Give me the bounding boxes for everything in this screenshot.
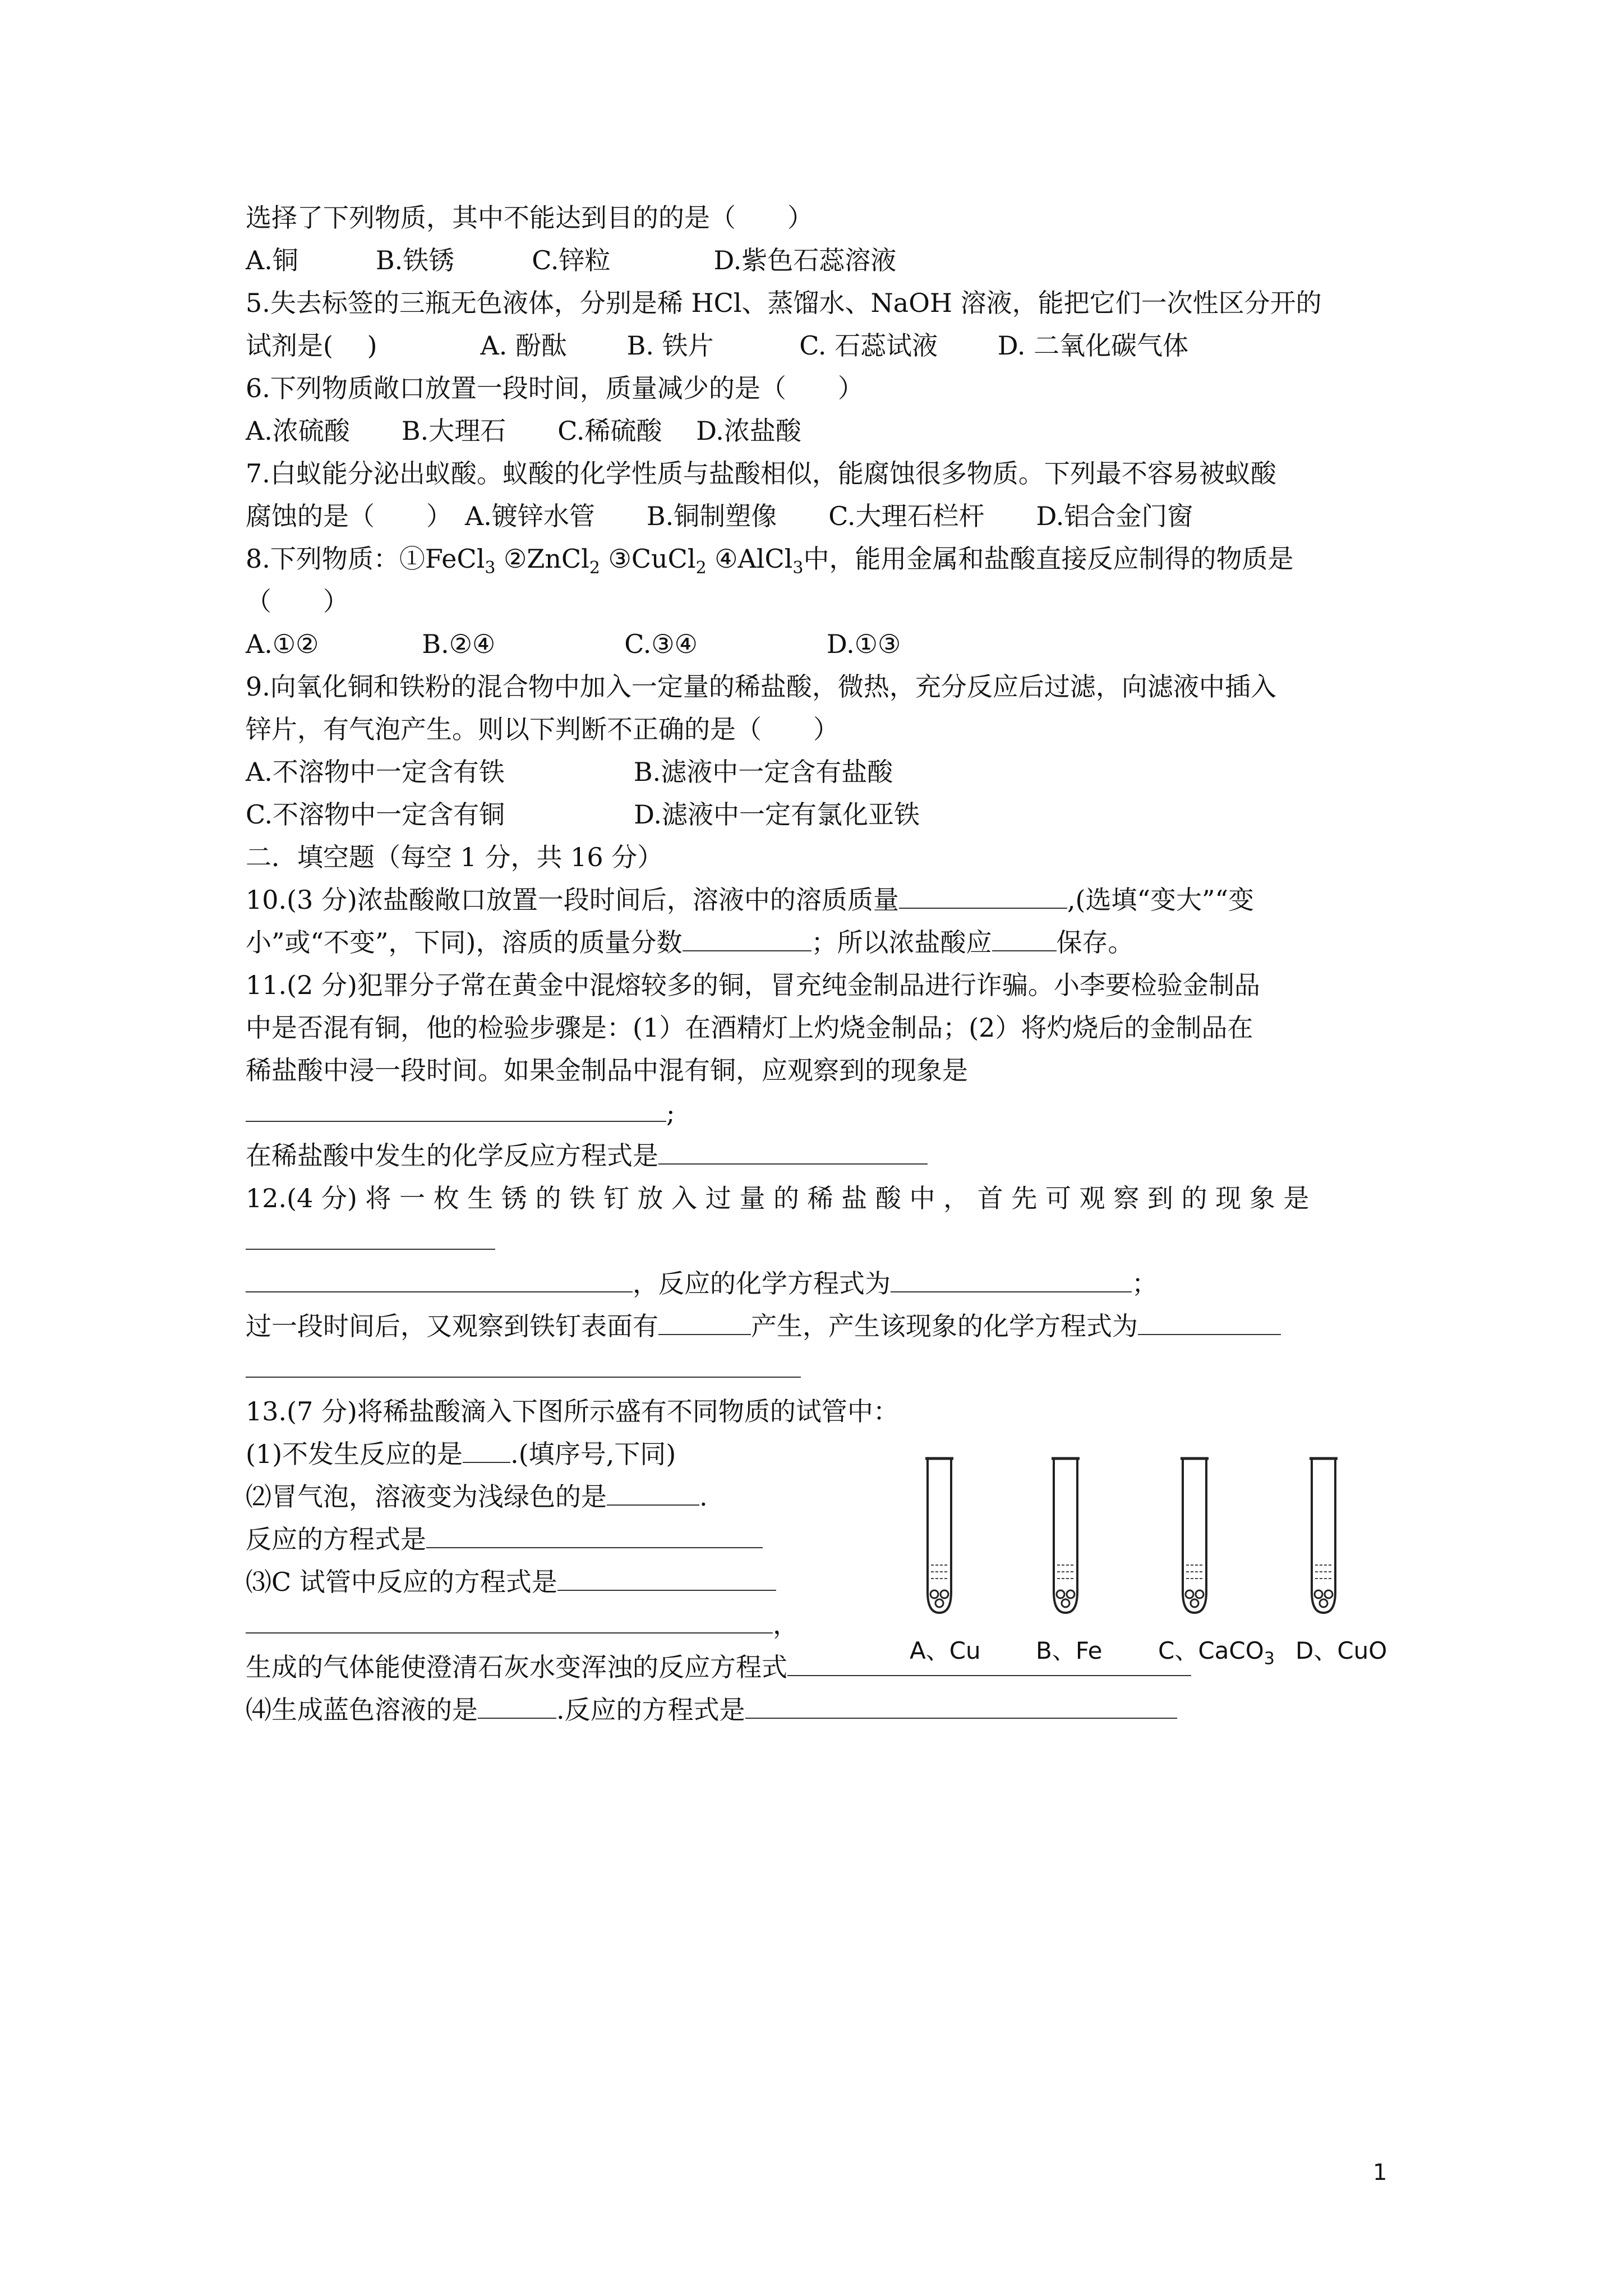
text-line: 9.向氧化铜和铁粉的混合物中加入一定量的稀盐酸，微热，充分反应后过滤，向滤液中插入 — [246, 671, 1276, 702]
question-11-answer: ; — [246, 1092, 1395, 1134]
question-12-blank-line — [246, 1220, 1395, 1262]
text-line: A.铜 B.铁锈 C.锌粒 D.紫色石蕊溶液 — [246, 245, 897, 275]
question-13-line8: ⑷生成蓝色溶液的是 .反应的方程式是 — [246, 1688, 1395, 1731]
text-line: 5.失去标签的三瓶无色液体，分别是稀 HCl、蒸馏水、NaOH 溶液，能把它们一次性区分开的 — [246, 288, 1322, 318]
test-tube-icon — [1298, 1453, 1349, 1621]
answer-blank[interactable] — [658, 1312, 751, 1335]
text-line: （ ） — [246, 586, 349, 616]
text-line: 12.(4 分) 将 一 枚 生 锈 的 铁 钉 放 入 过 量 的 稀 盐 酸 中 ， 首 先 可 观 察 到 的 现 象 是 — [246, 1183, 1310, 1213]
section-heading: 二．填空题（每空 1 分，共 16 分） — [246, 842, 663, 872]
answer-blank[interactable] — [426, 1525, 763, 1548]
question-12-line3: ，反应的化学方程式为 ； — [246, 1262, 1395, 1305]
question-13-line7: 生成的气体能使澄清石灰水变浑浊的反应方程式 — [246, 1646, 1395, 1688]
answer-blank[interactable] — [246, 1269, 633, 1292]
question-8: 8.下列物质：①FeCl$_3$ ②ZnCl$_2$ ③CuCl$_2$ ④AlCl$_3$中，能用金属和盐酸直接反应制得的物质是 — [246, 544, 1294, 578]
answer-blank[interactable] — [246, 1354, 801, 1378]
text-line: 6.下列物质敞口放置一段时间，质量减少的是（ ） — [246, 373, 864, 403]
question-12-blank-line — [246, 1347, 1395, 1390]
answer-blank[interactable] — [658, 1141, 928, 1165]
text-line: 选择了下列物质，其中不能达到目的的是（ ） — [246, 203, 813, 233]
tube-label-b: B、Fe — [1036, 1637, 1103, 1664]
question-12-line4: 过一段时间后，又观察到铁钉表面有 产生，产生该现象的化学方程式为 — [246, 1305, 1395, 1347]
answer-blank[interactable] — [1138, 1312, 1281, 1335]
answer-blank[interactable] — [246, 1226, 495, 1250]
question-13-line6: ， — [246, 1603, 1395, 1646]
text-line: 中是否混有铜，他的检验步骤是：(1）在酒精灯上灼烧金制品；(2）将灼烧后的金制品在 — [246, 1013, 1253, 1043]
test-tubes-figure — [892, 1453, 1430, 1669]
test-tube-a — [910, 1453, 981, 1664]
question-10-line2: 小”或“不变”，下同)，溶质的质量分数 ；所以浓盐酸应 保存。 — [246, 927, 1134, 958]
question-13-line3: ⑵冒气泡，溶液变为浅绿色的是 . — [246, 1481, 708, 1512]
test-tube-icon — [1169, 1453, 1220, 1621]
answer-blank[interactable] — [557, 1567, 776, 1591]
answer-blank[interactable] — [992, 928, 1057, 951]
answer-blank[interactable] — [463, 1439, 510, 1463]
answer-blank[interactable] — [899, 885, 1067, 909]
text-line: C.不溶物中一定含有铜 D.滤液中一定有氯化亚铁 — [246, 799, 920, 830]
test-tube-icon — [914, 1453, 965, 1621]
text-line: 腐蚀的是（ ） A.镀锌水管 B.铜制塑像 C.大理石栏杆 D.铝合金门窗 — [246, 501, 1193, 531]
answer-blank[interactable] — [891, 1269, 1132, 1292]
text-line: 锌片，有气泡产生。则以下判断不正确的是（ ） — [246, 714, 839, 744]
text-line: 稀盐酸中浸一段时间。如果金制品中混有铜，应观察到的现象是 — [246, 1055, 968, 1085]
test-tube-d — [1295, 1453, 1387, 1664]
text-line: A.①② B.②④ C.③④ D.①③ — [246, 629, 901, 659]
answer-blank[interactable] — [745, 1695, 1177, 1719]
question-13-line5: ⑶C 试管中反应的方程式是 — [246, 1561, 1395, 1603]
tube-label-d: D、CuO — [1295, 1637, 1387, 1664]
text-line: 7.白蚁能分泌出蚁酸。蚁酸的化学性质与盐酸相似，能腐蚀很多物质。下列最不容易被蚁酸 — [246, 458, 1276, 489]
question-13-line2: (1)不发生反应的是 .(填序号,下同) — [246, 1439, 676, 1469]
test-tube-icon — [1040, 1453, 1091, 1621]
text-line: 11.(2 分)犯罪分子常在黄金中混熔较多的铜，冒充纯金制品进行诈骗。小李要检验金制品 — [246, 970, 1260, 1000]
text-line: A.不溶物中一定含有铁 B.滤液中一定含有盐酸 — [246, 757, 893, 787]
text-line: 13.(7 分)将稀盐酸滴入下图所示盛有不同物质的试管中： — [246, 1396, 899, 1427]
answer-blank[interactable] — [607, 1482, 699, 1506]
tube-label-c: C、CaCO$_3$ — [1158, 1637, 1275, 1669]
question-13-line4: 反应的方程式是 — [246, 1518, 1395, 1561]
tube-label-a: A、Cu — [910, 1637, 981, 1664]
test-tube-c — [1158, 1453, 1275, 1669]
text-line: A.浓硫酸 B.大理石 C.稀硫酸 D.浓盐酸 — [246, 416, 801, 446]
question-11-equation: 在稀盐酸中发生的化学反应方程式是 — [246, 1134, 1395, 1177]
answer-blank[interactable] — [478, 1695, 556, 1719]
answer-blank[interactable] — [683, 928, 811, 951]
page-number: 1 — [1373, 2160, 1387, 2185]
answer-blank[interactable] — [246, 1610, 773, 1634]
text-line: 试剂是( ) A. 酚酞 B. 铁片 C. 石蕊试液 D. 二氧化碳气体 — [246, 330, 1189, 361]
test-tube-b — [1036, 1453, 1103, 1664]
question-10-line1: 10.(3 分)浓盐酸敞口放置一段时间后，溶液中的溶质质量 ,(选填“变大”“变 — [246, 885, 1255, 915]
answer-blank[interactable] — [246, 1098, 666, 1122]
